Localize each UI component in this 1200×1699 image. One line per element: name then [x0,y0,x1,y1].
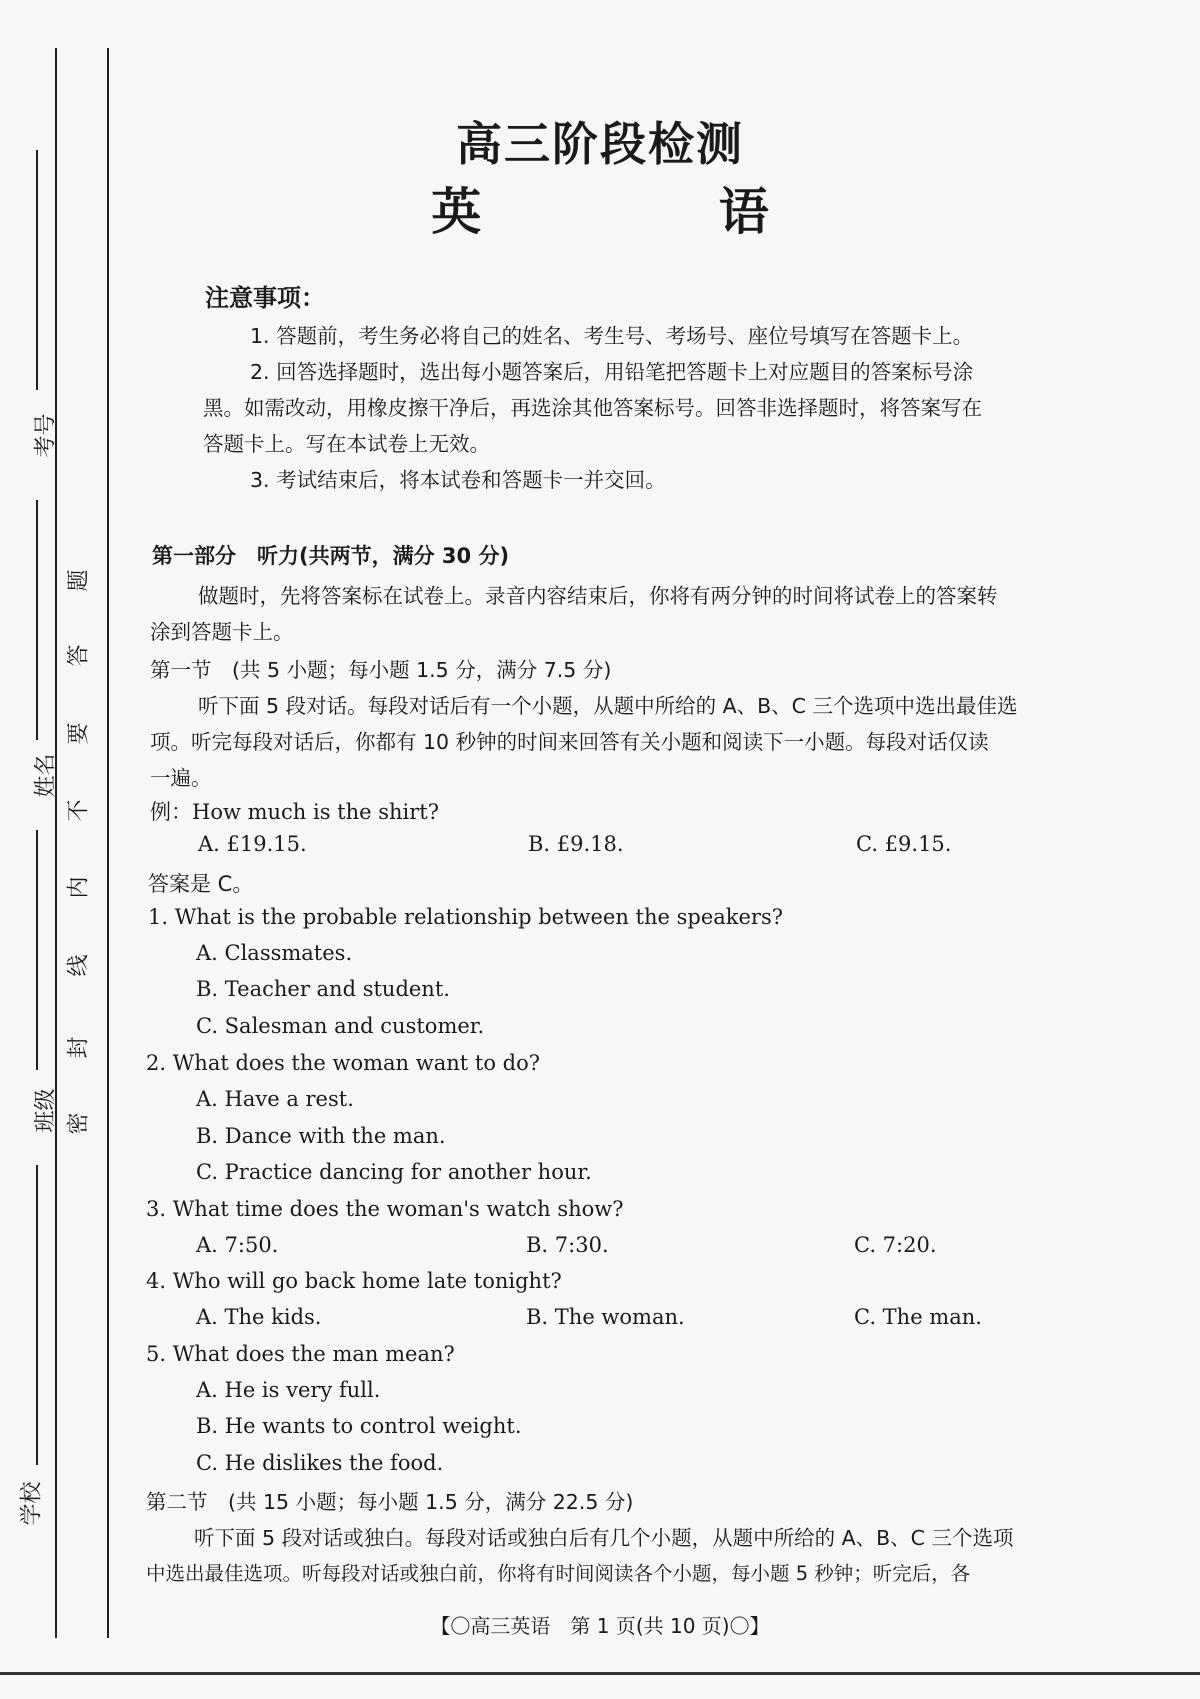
seal-char: 不 [66,799,92,822]
seal-char: 线 [66,954,92,977]
notice-item-2: 2. 回答选择题时，选出每小题答案后，用铅笔把答题卡上对应题目的答案标号涂 [250,360,974,384]
school-line [36,1165,38,1465]
seal-char: 封 [66,1036,92,1059]
class-label: 班级 [33,1088,59,1133]
q1-option-a: A. Classmates. [196,941,353,965]
part1-intro-cont: 涂到答题卡上。 [150,620,294,644]
exam-no-label: 考号 [33,413,59,458]
question-3: 3. What time does the woman's watch show? [146,1197,624,1221]
part1-heading: 第一部分 听力(共两节，满分 30 分) [152,544,510,568]
section1-heading: 第一节 (共 5 小题；每小题 1.5 分，满分 7.5 分) [150,658,612,682]
subject-title: 英 语 [431,183,879,241]
q4-option-b: B. The woman. [526,1305,685,1329]
notice-item-2-cont: 黑。如需改动，用橡皮擦干净后，再选涂其他答案标号。回答非选择题时，将答案写在 [203,396,982,420]
section1-intro-cont: 项。听完每段对话后，你都有 10 秒钟的时间来回答有关小题和阅读下一小题。每段对话仅读 [150,730,989,754]
q5-option-a: A. He is very full. [196,1378,381,1402]
question-5: 5. What does the man mean? [146,1342,455,1366]
notice-heading: 注意事项： [205,284,325,312]
q5-option-b: B. He wants to control weight. [196,1414,522,1438]
binding-line-inner [107,48,109,1638]
name-line [36,500,38,740]
notice-item-1: 1. 答题前，考生务必将自己的姓名、考生号、考场号、座位号填写在答题卡上。 [250,324,974,348]
q2-option-a: A. Have a rest. [196,1087,354,1111]
question-4: 4. Who will go back home late tonight? [146,1269,562,1293]
page-footer: 【〇高三英语 第 1 页(共 10 页)〇】 [430,1614,770,1638]
q3-option-b: B. 7:30. [526,1233,609,1257]
exam-title: 高三阶段检测 [456,117,744,171]
section2-intro-cont: 中选出最佳选项。听每段对话或独白前，你将有时间阅读各个小题，每小题 5 秒钟；听完后，各 [146,1562,971,1585]
school-label: 学校 [19,1481,45,1526]
seal-char: 密 [66,1112,92,1135]
question-1: 1. What is the probable relationship between the speakers? [148,905,784,929]
q2-option-c: C. Practice dancing for another hour. [196,1160,592,1184]
section2-heading: 第二节 (共 15 小题；每小题 1.5 分，满分 22.5 分) [146,1490,634,1514]
seal-char: 答 [66,644,92,667]
question-2: 2. What does the woman want to do? [146,1051,540,1075]
q1-option-c: C. Salesman and customer. [196,1014,485,1038]
example-option-a: A. £19.15. [198,832,307,856]
seal-char: 要 [66,722,92,745]
q3-option-a: A. 7:50. [196,1233,279,1257]
example-option-b: B. £9.18. [528,832,624,856]
q4-option-c: C. The man. [854,1305,982,1329]
q2-option-b: B. Dance with the man. [196,1124,446,1148]
seal-char: 内 [66,876,92,899]
q3-option-c: C. 7:20. [854,1233,937,1257]
section2-intro: 听下面 5 段对话或独白。每段对话或独白后有几个小题，从题中所给的 A、B、C 三个选项 [194,1526,1014,1550]
section1-intro-cont: 一遍。 [150,766,212,790]
notice-item-3: 3. 考试结束后，将本试卷和答题卡一并交回。 [250,468,666,492]
part1-intro: 做题时，先将答案标在试卷上。录音内容结束后，你将有两分钟的时间将试卷上的答案转 [198,584,998,608]
class-line [36,830,38,1070]
seal-char: 题 [66,569,92,592]
example-option-c: C. £9.15. [856,832,952,856]
q1-option-b: B. Teacher and student. [196,977,450,1001]
example-answer: 答案是 C。 [148,872,254,896]
name-label: 姓名 [33,753,59,798]
q5-option-c: C. He dislikes the food. [196,1451,444,1475]
q4-option-a: A. The kids. [196,1305,322,1329]
section1-intro: 听下面 5 段对话。每段对话后有一个小题，从题中所给的 A、B、C 三个选项中选出最佳选 [198,694,1018,718]
bottom-rule [0,1672,1200,1675]
binding-line-outer [55,48,57,1638]
notice-item-2-cont: 答题卡上。写在本试卷上无效。 [203,432,490,456]
example-question: 例：How much is the shirt? [150,800,439,824]
